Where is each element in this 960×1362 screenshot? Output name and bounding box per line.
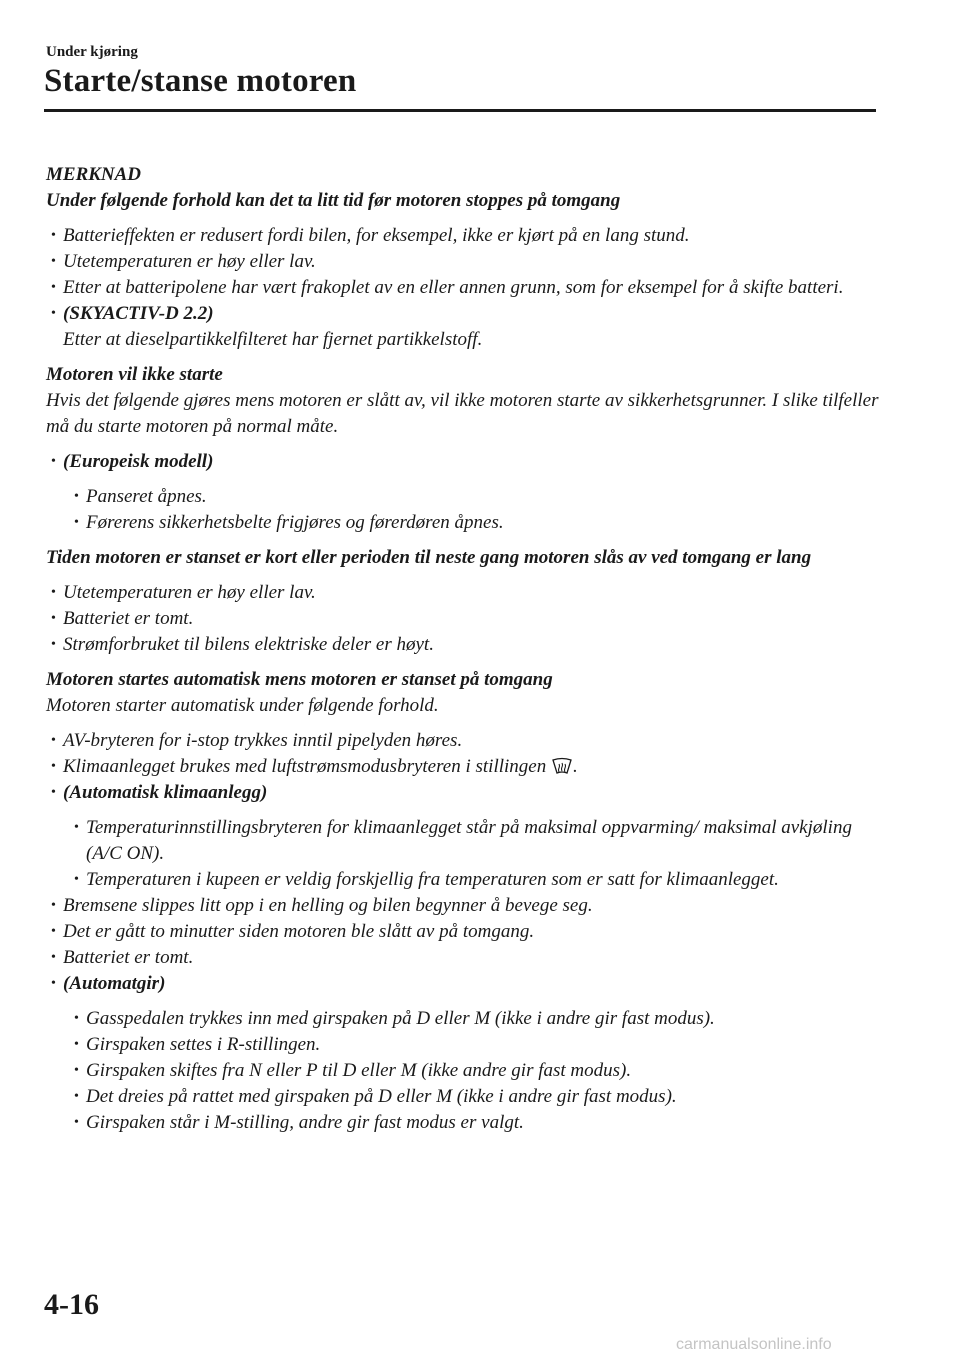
bullet-icon: • [51, 454, 56, 469]
model-label: (SKYACTIV-D 2.2) [63, 303, 214, 324]
bullet-icon: • [51, 306, 56, 321]
no-start-list [46, 449, 886, 475]
list-item: • (Automatisk klimaanlegg) [46, 780, 886, 806]
bullet-icon: • [51, 950, 56, 965]
list-item: • Temperaturinnstillingsbryteren for klimaanlegget står på maksimal oppvarming/ maksimal avkjøling (A/C ON). [74, 817, 852, 864]
list-item: • (Automatgir) [46, 971, 886, 997]
list-item: • AV-bryteren for i-stop trykkes inntil pipelyden høres. [46, 728, 886, 754]
bullet-icon: • [51, 976, 56, 991]
section-label: Under kjøring [46, 44, 138, 60]
bullet-icon: • [74, 820, 79, 835]
title-divider [44, 109, 876, 112]
page-content [46, 162, 886, 1136]
page-number: 4-16 [44, 1288, 99, 1321]
bullet-icon: • [74, 1063, 79, 1078]
list-item: • Gasspedalen trykkes inn med girspaken på D eller M (ikke i andre gir fast modus). [46, 1006, 886, 1032]
bullet-icon: • [74, 1115, 79, 1130]
list-item: • Utetemperaturen er høy eller lav. [46, 580, 886, 606]
bullet-icon: • [51, 733, 56, 748]
no-start-sublist [46, 484, 886, 536]
paragraph: Motoren starter automatisk under følgende forhold. [46, 695, 439, 716]
list-item: • Bremsene slippes litt opp i en helling og bilen begynner å bevege seg. [46, 893, 886, 919]
bullet-icon: • [51, 759, 56, 774]
list-item: • Utetemperaturen er høy eller lav. [46, 249, 886, 275]
bullet-icon: • [74, 489, 79, 504]
list-item: • Batteriet er tomt. [46, 945, 886, 971]
list-item: • Batteriet er tomt. [46, 606, 886, 632]
list-item: • Førerens sikkerhetsbelte frigjøres og førerdøren åpnes. [46, 510, 886, 536]
bullet-icon: • [74, 1011, 79, 1026]
list-item: • Batterieffekten er redusert fordi bilen, for eksempel, ikke er kjørt på en lang stund. [46, 223, 886, 249]
bullet-icon: • [51, 637, 56, 652]
bullet-icon: • [74, 1089, 79, 1104]
list-item: • Det dreies på rattet med girspaken på D eller M (ikke i andre gir fast modus). [46, 1084, 886, 1110]
bullet-icon: • [51, 924, 56, 939]
section-heading: Motoren startes automatisk mens motoren er stanset på tomgang [46, 669, 553, 690]
bullet-icon: • [74, 872, 79, 887]
bullet-icon: • [51, 254, 56, 269]
list-item: • Panseret åpnes. [46, 484, 886, 510]
paragraph: Hvis det følgende gjøres mens motoren er slått av, vil ikke motoren starte av sikkerhetsgrunner. I slike tilfeller må du starte motoren på normal måte. [46, 390, 879, 437]
list-item: • Strømforbruket til bilens elektriske deler er høyt. [46, 632, 886, 658]
bullet-icon: • [74, 515, 79, 530]
list-item: • Girspaken står i M-stilling, andre gir fast modus er valgt. [46, 1110, 886, 1136]
note-label: MERKNAD [46, 164, 142, 185]
list-item: • Girspaken settes i R-stillingen. [46, 1032, 886, 1058]
windshield-defroster-icon [551, 757, 573, 775]
bullet-icon: • [51, 898, 56, 913]
page-title: Starte/stanse motoren [44, 63, 357, 99]
list-item: • Det er gått to minutter siden motoren ble slått av på tomgang. [46, 919, 886, 945]
list-item: • Temperaturen i kupeen er veldig forskjellig fra temperaturen som er satt for klimaanlegget. [46, 867, 886, 893]
bullet-icon: • [74, 1037, 79, 1052]
list-item: • Klimaanlegget brukes med luftstrømsmodusbryteren i stillingen . [46, 754, 886, 780]
section-heading: Tiden motoren er stanset er kort eller perioden til neste gang motoren slås av ved tomgang er lang [46, 547, 812, 568]
watermark-link[interactable]: carmanualsonline.info [676, 1336, 832, 1353]
climate-sublist [46, 815, 886, 893]
bullet-icon: • [51, 785, 56, 800]
note-heading: Under følgende forhold kan det ta litt tid før motoren stoppes på tomgang [46, 190, 621, 211]
bullet-icon: • [51, 611, 56, 626]
section-heading: Motoren vil ikke starte [46, 364, 223, 385]
bullet-icon: • [51, 228, 56, 243]
auto-start-list [46, 728, 886, 806]
note-list [46, 223, 886, 353]
list-item: • Etter at batteripolene har vært frakoplet av en eller annen grunn, som for eksempel for å skifte batteri. [46, 275, 886, 301]
list-item: • (SKYACTIV-D 2.2) Etter at dieselpartikkelfilteret har fjernet partikkelstoff. [51, 303, 483, 350]
list-item: • Girspaken skiftes fra N eller P til D eller M (ikke andre gir fast modus). [46, 1058, 886, 1084]
list-item: • (Europeisk modell) [46, 449, 886, 475]
bullet-icon: • [51, 280, 56, 295]
bullet-icon: • [51, 585, 56, 600]
gear-sublist [46, 1006, 886, 1136]
auto-start-list-continued [46, 893, 886, 997]
short-stop-list [46, 580, 886, 658]
